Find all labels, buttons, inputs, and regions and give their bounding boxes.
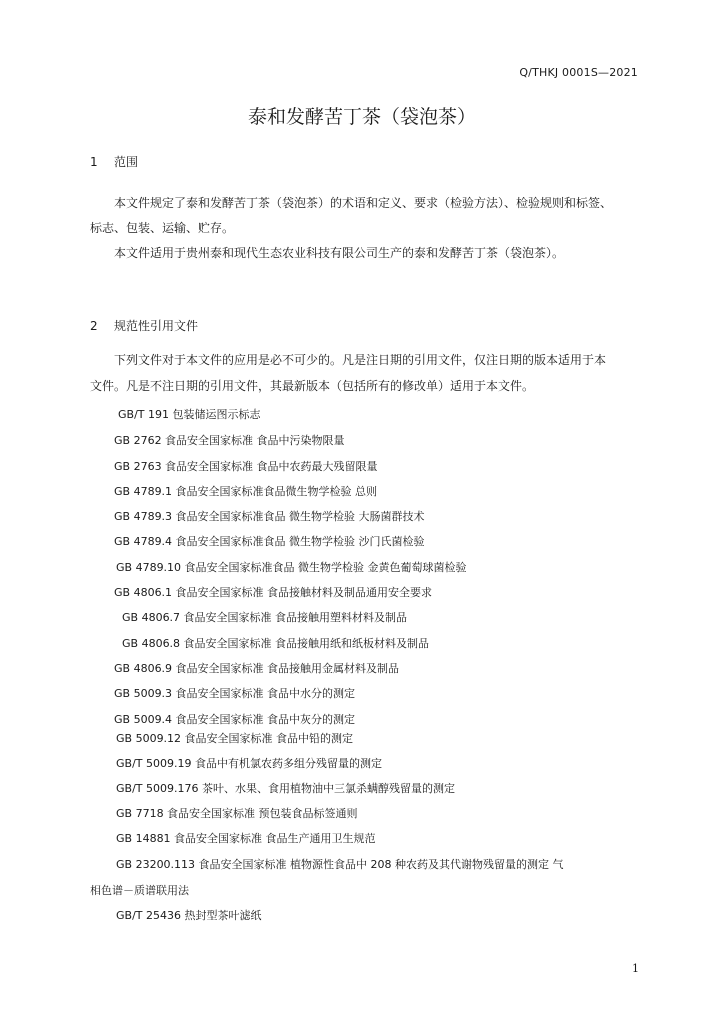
section-2-title: 规范性引用文件 [114,319,199,333]
section-1-heading [90,153,138,170]
references-intro-line-1: 下列文件对于本文件的应用是必不可少的。凡是注日期的引用文件，仅注日期的版本适用于本 [114,353,607,367]
document-title: 泰和发酵苦丁茶（袋泡茶） [247,106,476,128]
scope-paragraph-1-line-2: 标志、包装、运输、贮存。 [90,221,235,235]
standard-code: Q/THKJ 0001S—2021 [519,66,638,79]
reference-item: GB 4806.9 食品安全国家标准 食品接触用金属材料及制品 [114,662,400,675]
reference-item: GB 2762 食品安全国家标准 食品中污染物限量 [114,434,345,447]
reference-item: GB 4789.10 食品安全国家标准食品 微生物学检验 金黄色葡萄球菌检验 [116,561,467,574]
reference-item: GB 5009.12 食品安全国家标准 食品中铅的测定 [116,732,354,745]
reference-item: GB/T 5009.176 茶叶、水果、食用植物油中三氯杀螨醇残留量的测定 [116,782,455,795]
reference-item: GB 4806.1 食品安全国家标准 食品接触材料及制品通用安全要求 [114,586,433,599]
reference-item: GB 5009.4 食品安全国家标准 食品中灰分的测定 [114,713,356,726]
reference-item: GB 14881 食品安全国家标准 食品生产通用卫生规范 [116,832,376,845]
section-2-heading [90,317,198,334]
reference-item: GB/T 25436 热封型茶叶滤纸 [116,909,262,922]
reference-item: GB/T 5009.19 食品中有机氯农药多组分残留量的测定 [116,757,382,770]
reference-item: GB 4789.3 食品安全国家标准食品 微生物学检验 大肠菌群技术 [114,510,425,523]
reference-item-continuation: 相色谱－质谱联用法 [90,884,189,897]
section-1-title: 范围 [114,155,139,169]
reference-item: GB 4806.8 食品安全国家标准 食品接触用纸和纸板材料及制品 [122,637,430,650]
reference-item: GB/T 191 包装储运图示标志 [118,408,261,421]
reference-item: GB 7718 食品安全国家标准 预包装食品标签通则 [116,807,358,820]
reference-item: GB 5009.3 食品安全国家标准 食品中水分的测定 [114,687,356,700]
scope-paragraph-2: 本文件适用于贵州泰和现代生态农业科技有限公司生产的泰和发酵苦丁茶（袋泡茶）。 [114,246,565,260]
section-1-number: 1 [90,155,98,169]
reference-item: GB 23200.113 食品安全国家标准 植物源性食品中 208 种农药及其代谢物残留量的测定 气 [116,858,564,871]
references-intro-line-2: 文件。凡是不注日期的引用文件，其最新版本（包括所有的修改单）适用于本文件。 [90,379,535,393]
reference-item: GB 2763 食品安全国家标准 食品中农药最大残留限量 [114,460,378,473]
reference-item: GB 4789.1 食品安全国家标准食品微生物学检验 总则 [114,485,378,498]
reference-item: GB 4789.4 食品安全国家标准食品 微生物学检验 沙门氏菌检验 [114,535,425,548]
reference-item: GB 4806.7 食品安全国家标准 食品接触用塑料材料及制品 [122,611,408,624]
section-2-number: 2 [90,319,98,333]
scope-paragraph-1-line-1: 本文件规定了泰和发酵苦丁茶（袋泡茶）的术语和定义、要求（检验方法）、检验规则和标签、 [114,196,613,210]
page-number: 1 [632,962,639,975]
